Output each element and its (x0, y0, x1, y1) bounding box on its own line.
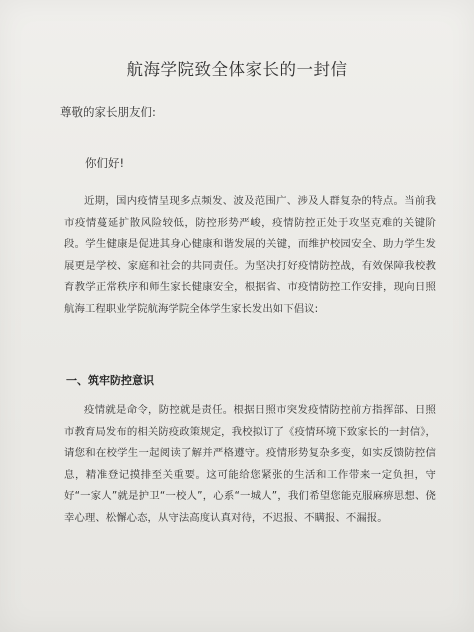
paragraph-prevention: 疫情就是命令，防控就是责任。根据日照市突发疫情防控前方指挥部、日照市教育局发布的相关防疫政策规定，我校拟订了《疫情环境下致家长的一封信》，请您和在校学生一起阅读了解并严格遵守。疫情形势复杂多变，如实反馈防控信息，精准登记摸排至关重要。这可能给您紧张的生活和工作带来一定负担，守好“一家人”就是护卫“一校人”，心系“一城人”，我们希望您能克服麻痹思想、侥幸心理、松懈心态，从守法高度认真对待，不迟报、不瞒报、不漏报。 (64, 404, 436, 524)
letter-title: 航海学院致全体家长的一封信 (126, 60, 348, 79)
greeting: 你们好! (85, 156, 125, 170)
section-heading: 一、筑牢防控意识 (66, 374, 154, 387)
paragraph-intro: 近期，国内疫情呈现多点频发、波及范围广、涉及人群复杂的特点。当前我市疫情蔓延扩散风险较低，防控形势严峻，疫情防控正处于攻坚克难的关键阶段。学生健康是促进其身心健康和谐发展的关键，而维护校园安全、助力学生发展更是学校、家庭和社会的共同责任。为坚决打好疫情防控战，有效保障我校教育教学正常秩序和师生家长健康安全，根据省、市疫情防控工作安排，现向日照航海工程职业学院航海学院全体学生家长发出如下倡议: (64, 195, 436, 315)
salutation: 尊敬的家长朋友们: (60, 105, 156, 119)
